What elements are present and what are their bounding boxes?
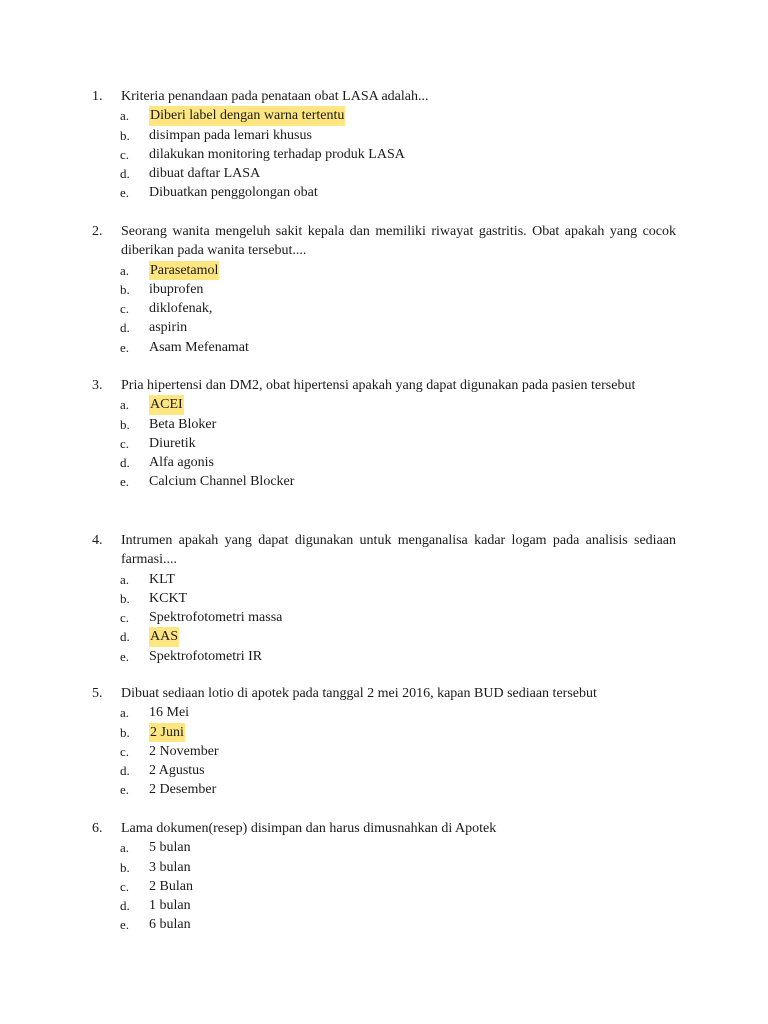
option-b — [92, 415, 676, 434]
option-b — [92, 280, 676, 299]
option-b — [92, 723, 676, 742]
option-letter: d. — [120, 455, 130, 471]
option-text: aspirin — [149, 320, 188, 336]
option-letter: a. — [120, 705, 130, 721]
question-4 — [92, 531, 676, 666]
option-text: Parasetamol — [149, 261, 219, 280]
option-e — [92, 647, 676, 666]
option-c — [92, 877, 676, 896]
option-a — [92, 395, 676, 414]
option-d — [92, 761, 676, 780]
option-text: 2 Juni — [149, 723, 185, 742]
question-text: Pria hipertensi dan DM2, obat hipertensi apakah yang dapat digunakan pada pasien tersebut — [121, 378, 636, 393]
option-text: KLT — [149, 571, 175, 587]
option-a — [92, 261, 676, 280]
question-1 — [92, 87, 676, 203]
question-2 — [92, 222, 676, 357]
option-b — [92, 126, 676, 145]
option-text: 2 November — [149, 743, 219, 759]
option-a — [92, 838, 676, 857]
option-text: 2 Desember — [149, 782, 217, 798]
option-letter: a. — [120, 108, 130, 124]
option-letter: e. — [120, 917, 130, 933]
option-e — [92, 338, 676, 357]
option-letter: c. — [120, 146, 130, 162]
option-list — [92, 395, 676, 491]
option-letter: e. — [120, 339, 130, 355]
option-letter: d. — [120, 763, 130, 779]
option-text: Diuretik — [149, 435, 196, 451]
option-text: ACEI — [149, 395, 184, 414]
option-list — [92, 570, 676, 666]
option-letter: c. — [120, 878, 130, 894]
option-b — [92, 858, 676, 877]
option-a — [92, 570, 676, 589]
option-d — [92, 164, 676, 183]
question-number: 5. — [92, 686, 103, 701]
option-letter: d. — [120, 320, 130, 336]
option-text: 2 Agustus — [149, 763, 205, 779]
option-letter: b. — [120, 127, 130, 143]
option-text: Asam Mefenamat — [149, 339, 249, 355]
option-text: Dibuatkan penggolongan obat — [149, 185, 318, 201]
option-text: AAS — [149, 627, 179, 646]
option-c — [92, 299, 676, 318]
option-text: Beta Bloker — [149, 416, 217, 432]
option-letter: c. — [120, 435, 130, 451]
option-letter: b. — [120, 281, 130, 297]
option-text: 6 bulan — [149, 917, 191, 933]
option-list — [92, 838, 676, 934]
question-number: 2. — [92, 224, 103, 239]
option-letter: e. — [120, 782, 130, 798]
option-d — [92, 627, 676, 646]
question-text: Lama dokumen(resep) disimpan dan harus dimusnahkan di Apotek — [121, 821, 497, 836]
question-number: 6. — [92, 821, 103, 836]
option-letter: e. — [120, 648, 130, 664]
option-list — [92, 261, 676, 357]
option-letter: a. — [120, 571, 130, 587]
option-letter: a. — [120, 262, 130, 278]
option-text: dibuat daftar LASA — [149, 166, 261, 182]
option-d — [92, 896, 676, 915]
option-letter: d. — [120, 898, 130, 914]
question-text: Intrumen apakah yang dapat digunakan untuk menganalisa kadar logam pada analisis sediaan farmasi.... — [121, 533, 676, 568]
question-text: Dibuat sediaan lotio di apotek pada tanggal 2 mei 2016, kapan BUD sediaan tersebut — [121, 686, 597, 701]
option-letter: d. — [120, 629, 130, 645]
option-c — [92, 608, 676, 627]
option-letter: c. — [120, 301, 130, 317]
option-text: Spektrofotometri massa — [149, 610, 283, 626]
option-list — [92, 703, 676, 799]
option-text: diklofenak, — [149, 301, 213, 317]
option-d — [92, 453, 676, 472]
option-e — [92, 183, 676, 202]
option-text: 2 Bulan — [149, 878, 193, 894]
option-text: Diberi label dengan warna tertentu — [149, 106, 345, 125]
option-text: 5 bulan — [149, 840, 191, 856]
question-number: 4. — [92, 533, 103, 548]
option-c — [92, 434, 676, 453]
option-letter: c. — [120, 743, 130, 759]
option-letter: b. — [120, 859, 130, 875]
option-text: 16 Mei — [149, 705, 190, 721]
option-text: KCKT — [149, 590, 188, 606]
option-text: Spektrofotometri IR — [149, 648, 263, 664]
option-a — [92, 703, 676, 722]
option-c — [92, 742, 676, 761]
option-c — [92, 145, 676, 164]
option-letter: b. — [120, 590, 130, 606]
option-letter: b. — [120, 724, 130, 740]
option-text: Calcium Channel Blocker — [149, 474, 295, 490]
option-e — [92, 780, 676, 799]
option-e — [92, 472, 676, 491]
option-letter: e. — [120, 474, 130, 490]
question-6 — [92, 819, 676, 935]
question-3 — [92, 376, 676, 492]
option-letter: b. — [120, 416, 130, 432]
option-letter: c. — [120, 610, 130, 626]
option-text: 1 bulan — [149, 898, 191, 914]
question-5 — [92, 684, 676, 800]
option-b — [92, 589, 676, 608]
question-number: 3. — [92, 378, 103, 393]
option-letter: d. — [120, 166, 130, 182]
option-letter: e. — [120, 185, 130, 201]
option-d — [92, 318, 676, 337]
option-letter: a. — [120, 840, 130, 856]
question-number: 1. — [92, 89, 103, 104]
option-list — [92, 106, 676, 202]
option-e — [92, 915, 676, 934]
question-text: Kriteria penandaan pada penataan obat LASA adalah... — [121, 89, 429, 104]
option-text: disimpan pada lemari khusus — [149, 127, 312, 143]
option-a — [92, 106, 676, 125]
option-letter: a. — [120, 397, 130, 413]
option-text: ibuprofen — [149, 281, 204, 297]
option-text: 3 bulan — [149, 859, 191, 875]
option-text: Alfa agonis — [149, 455, 214, 471]
option-text: dilakukan monitoring terhadap produk LASA — [149, 146, 405, 162]
question-text: Seorang wanita mengeluh sakit kepala dan memiliki riwayat gastritis. Obat apakah yang cocok diberikan pada wanita tersebut.... — [121, 224, 676, 259]
